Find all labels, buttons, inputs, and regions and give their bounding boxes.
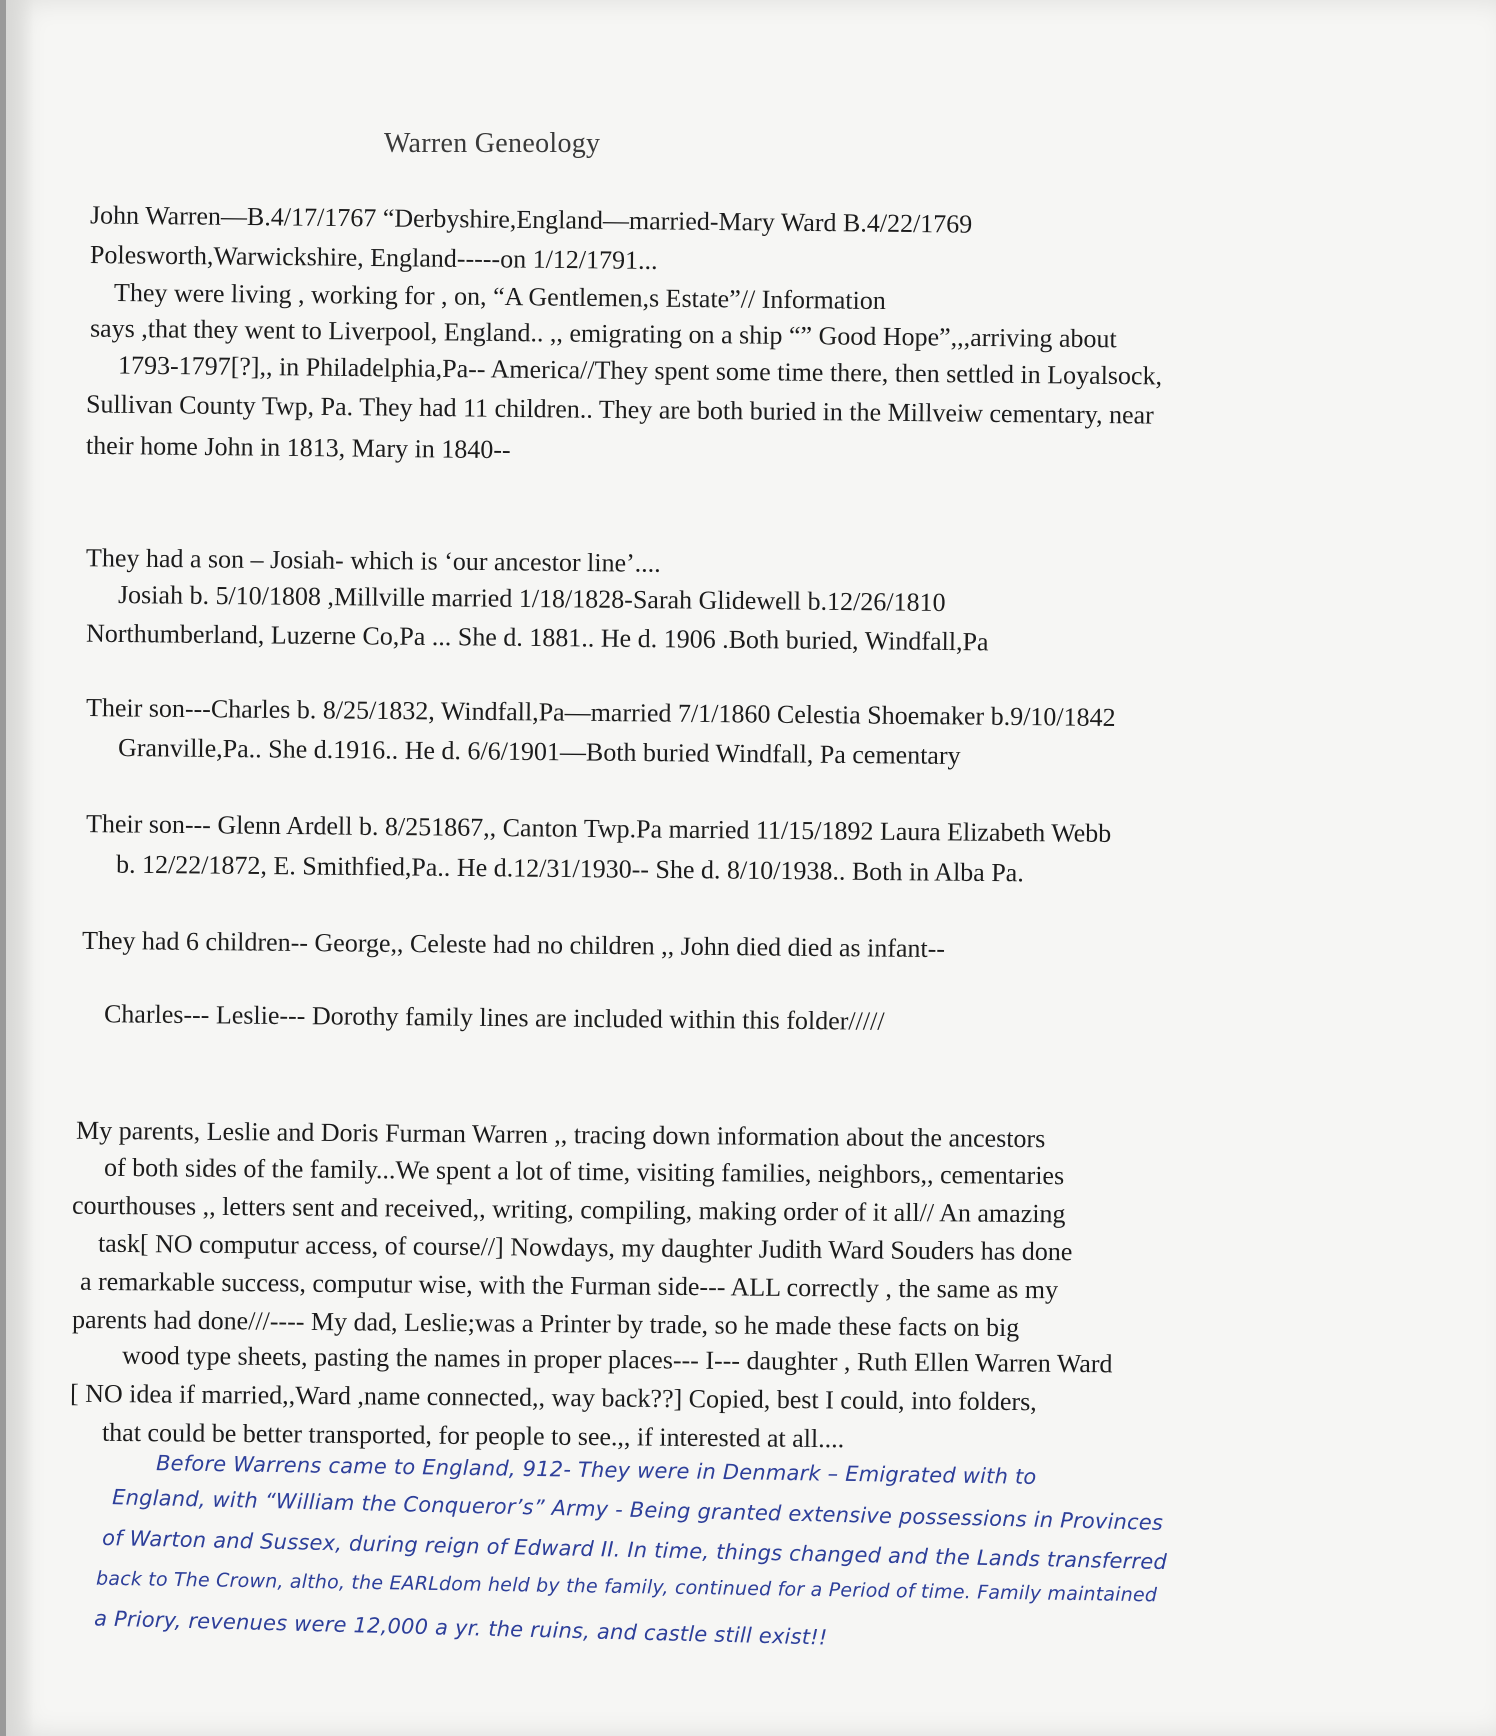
text-line: task[ NO computur access, of course//] Nowdays, my daughter Judith Ward Souders has done	[97, 1228, 1073, 1267]
text-line: [ NO idea if married,,Ward ,name connected,, way back??] Copied, best I could, into folders,	[69, 1378, 1037, 1417]
document-title: Warren Geneology	[384, 128, 601, 159]
text-line: Granville,Pa.. She d.1916.. He d. 6/6/1901—Both buried Windfall, Pa cementary	[117, 732, 961, 771]
text-line: Their son--- Glenn Ardell b. 8/251867,, Canton Twp.Pa married 11/15/1892 Laura Elizabeth Webb	[85, 809, 1112, 848]
text-line: courthouses ,, letters sent and received,, writing, compiling, making order of it all// An amazing	[71, 1190, 1066, 1229]
text-line: They had 6 children-- George,, Celeste had no children ,, John died died as infant--	[81, 925, 946, 964]
handwritten-line: England, with “William the Conqueror’s” Army - Being granted extensive possessions in Provinces	[111, 1485, 1164, 1535]
text-line: of both sides of the family...We spent a lot of time, visiting families, neighbors,, cementaries	[103, 1152, 1065, 1191]
text-line: Sullivan County Twp, Pa. They had 11 children.. They are both buried in the Millveiw cementary, near	[85, 389, 1154, 430]
text-line: They had a son – Josiah- which is ‘our ancestor line’....	[85, 543, 661, 578]
handwritten-line: a Priory, revenues were 12,000 a yr. the ruins, and castle still exist!!	[93, 1606, 828, 1650]
text-line: They were living , working for , on, “A Gentlemen,s Estate”// Information	[113, 277, 886, 316]
handwritten-line: of Warton and Sussex, during reign of Edward II. In time, things changed and the Lands transferred	[101, 1525, 1168, 1575]
text-line: their home John in 1813, Mary in 1840--	[85, 430, 511, 465]
handwritten-line: Before Warrens came to England, 912- They were in Denmark – Emigrated with to	[155, 1451, 1037, 1489]
text-line: Their son---Charles b. 8/25/1832, Windfall,Pa—married 7/1/1860 Celestia Shoemaker b.9/10/1842	[85, 693, 1116, 732]
document-page	[6, 0, 1496, 1736]
text-line: Polesworth,Warwickshire, England-----on 1/12/1791...	[89, 240, 658, 275]
text-line: Charles--- Leslie--- Dorothy family lines are included within this folder/////	[103, 999, 885, 1036]
text-line: b. 12/22/1872, E. Smithfied,Pa.. He d.12/31/1930-- She d. 8/10/1938.. Both in Alba Pa.	[115, 849, 1024, 888]
text-line: that could be better transported, for people to see.,, if interested at all....	[101, 1417, 845, 1454]
text-line: Northumberland, Luzerne Co,Pa ... She d. 1881.. He d. 1906 .Both buried, Windfall,Pa	[85, 618, 989, 657]
text-line: 1793-1797[?],, in Philadelphia,Pa-- America//They spent some time there, then settled in Loyalsock,	[117, 350, 1163, 391]
text-line: says ,that they went to Liverpool, England.. ,, emigrating on a ship “” Good Hope”,,,arriving about	[89, 313, 1117, 354]
text-line: John Warren—B.4/17/1767 “Derbyshire,England—married-Mary Ward B.4/22/1769	[89, 200, 973, 239]
text-line: My parents, Leslie and Doris Furman Warren ,, tracing down information about the ancestors	[75, 1115, 1046, 1154]
text-line: wood type sheets, pasting the names in proper places--- I--- daughter , Ruth Ellen Warren Ward	[121, 1340, 1113, 1379]
text-line: a remarkable success, computur wise, with the Furman side--- ALL correctly , the same as my	[79, 1266, 1059, 1305]
handwritten-line: back to The Crown, altho, the EARLdom held by the family, continued for a Period of time. Family maintained	[95, 1567, 1158, 1607]
text-line: Josiah b. 5/10/1808 ,Millville married 1/18/1828-Sarah Glidewell b.12/26/1810	[117, 580, 946, 617]
text-line: parents had done///---- My dad, Leslie;was a Printer by trade, so he made these facts on big	[71, 1304, 1020, 1343]
